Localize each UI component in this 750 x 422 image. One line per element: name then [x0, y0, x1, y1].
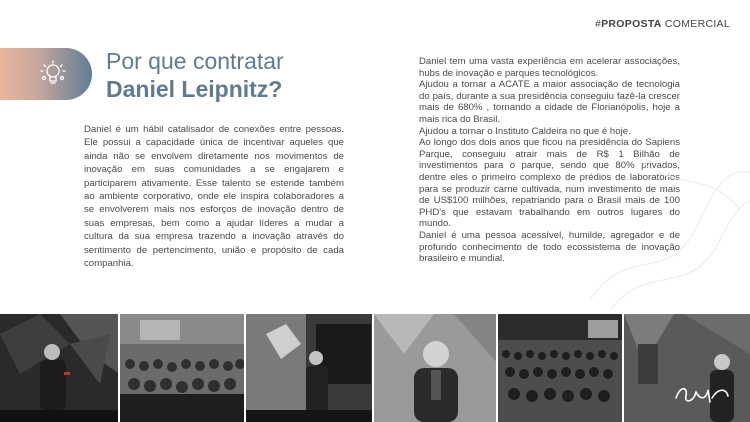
photo-strip	[0, 314, 750, 422]
header-tag	[595, 18, 730, 30]
photo-full-auditorium	[498, 314, 624, 422]
header-tag-bold: PROPOSTA	[601, 18, 662, 30]
photo-speaker-screen	[246, 314, 374, 422]
photo-speaker-stage-red	[0, 314, 120, 422]
header-tag-rest: COMERCIAL	[661, 18, 730, 30]
experience-paragraph: Daniel é uma pessoa acessível, humilde, agregador e de profundo conhecimento de todo ecossistema de inovação brasileiro e mundial.	[419, 229, 680, 265]
experience-paragraph: Ajudou a tornar o Instituto Caldeira no que é hoje.	[419, 125, 631, 137]
decorative-curves	[580, 150, 750, 310]
experience-paragraph: Daniel tem uma vasta experiência em acelerar associações, hubs de inovação e parques tecnológicos.	[419, 56, 680, 79]
title-badge	[0, 48, 92, 100]
signature-logo	[672, 378, 732, 408]
lightbulb-ideas-icon	[38, 58, 68, 88]
experience-paragraph: Ao longo dos dois anos que ficou na presidência do Sapiens Parque, conseguiu atrair mais de R$ 1 Bilhão de investimentos para o parque, sendo que 80% privados, dentre eles o primeiro complexo de prédios de laboratórios para se produzir carne cultivada, num investimento de mais de US$100 milhões, repatriando para o Brasil mais de 100 PHD's que estavam trabalhando em outros lugares do mundo.	[419, 137, 680, 230]
photo-speaker-closeup	[374, 314, 498, 422]
photo-audience-hall	[120, 314, 246, 422]
title-line-2: Daniel Leipnitz?	[106, 75, 283, 102]
header-tag-hash: #	[594, 18, 602, 30]
intro-paragraph: Daniel é um hábil catalisador de conexões entre pessoas. Ele possui a capacidade única de incentivar aqueles que ainda não se envolvem diretamente nos movimentos de inovação em suas comunidades a se engajarem e participarem ativamente. Esse talento se estende também ao ambiente corporativo, onde ele inspira colaboradores a se envolverem mais nos esforços de inovação dentro de suas empresas, bem como a ajudar líderes a mudar a cultura da sua empresa trazendo a inovação através do sentimento de pertencimento, união e propósito de cada companhia.	[84, 124, 344, 270]
title-line-1: Por que contratar	[106, 48, 284, 74]
page-title	[106, 48, 284, 103]
experience-paragraph: Ajudou a tornar a ACATE a maior associação de tecnologia do país, durante a sua presidência conseguiu fazê-la crescer mais de 680% , tornando a cidade de Florianópolis, hoje a mais rica do Brasil.	[419, 79, 680, 125]
